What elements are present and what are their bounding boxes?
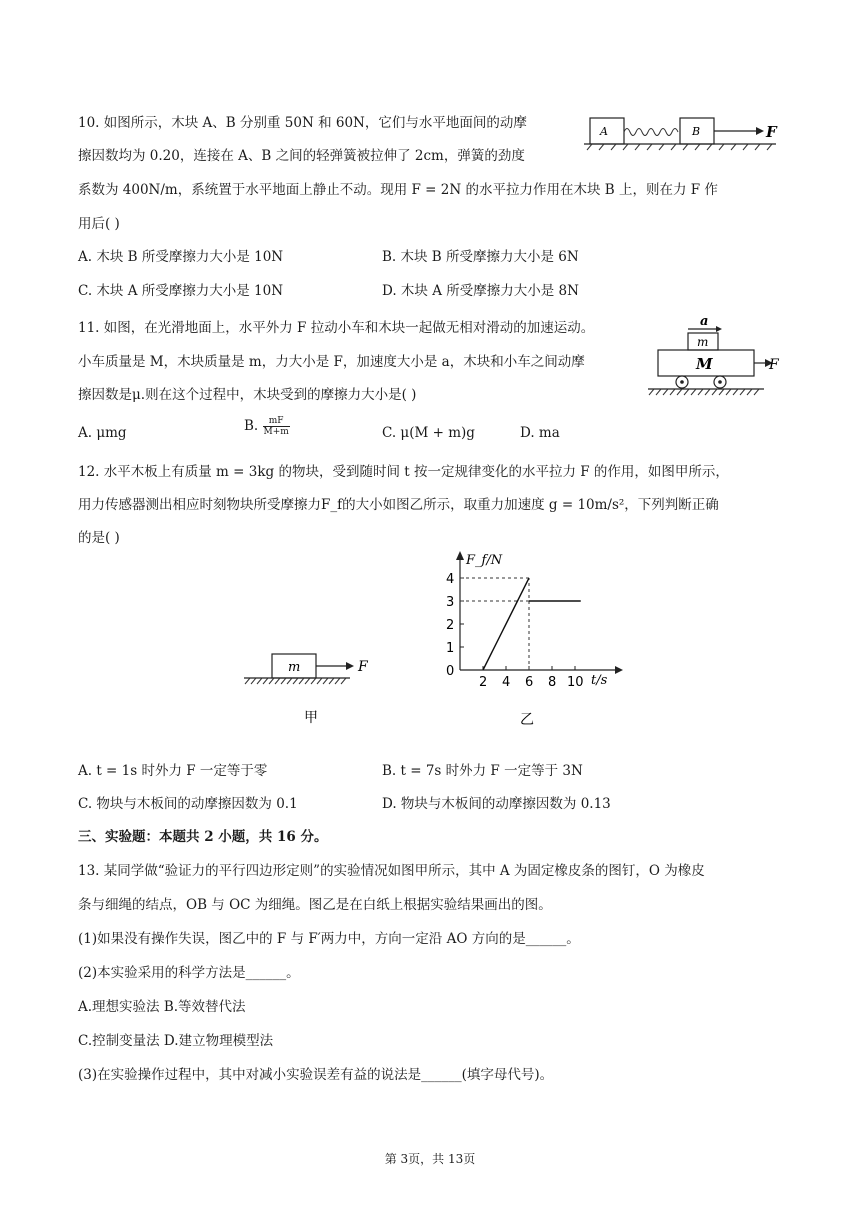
hatch-mark: [707, 144, 712, 150]
q10-line2: 擦因数均为 0.20，连接在 A、B 之间的轻弹簧被拉伸了 2cm，弹簧的劲度: [78, 148, 525, 164]
hatch-mark: [733, 389, 738, 395]
q11-option-d: D. ma: [520, 425, 560, 441]
q12-line3: 的是( ): [78, 530, 120, 546]
x-tick-label: 8: [548, 675, 557, 690]
fraction-denominator: M+m: [263, 427, 289, 437]
hatch-mark: [287, 678, 292, 684]
q11-option-b-fraction: [263, 416, 290, 437]
figure-yi-caption: 乙: [520, 712, 534, 728]
x-tick-label: 2: [479, 675, 488, 690]
q11-line1: 11. 如图，在光滑地面上，水平外力 F 拉动小车和木块一起做无相对滑动的加速运动。: [78, 320, 595, 336]
figure-jia-caption: 甲: [304, 710, 318, 726]
hatch-mark: [683, 144, 688, 150]
hatch-mark: [587, 144, 592, 150]
q12-option-b: B. t = 7s 时外力 F 一定等于 3N: [382, 763, 583, 779]
y-tick-label: 0: [446, 664, 455, 679]
q10-line1: 10. 如图所示，木块 A、B 分别重 50N 和 60N，它们与水平地面间的动摩: [78, 115, 527, 131]
series-rising-segment: [483, 578, 529, 670]
q13-line4: (2)本实验采用的科学方法是______。: [78, 965, 300, 981]
q13-line1: 13. 某同学做“验证力的平行四边形定则”的实验情况如图甲所示，其中 A 为固定橡皮条的图钉，O 为橡皮: [78, 863, 705, 879]
y-tick-label: 2: [446, 618, 455, 633]
board-hatching: [245, 678, 346, 684]
hatch-mark: [311, 678, 316, 684]
q13-line7: (3)在实验操作过程中，其中对减小实验误差有益的说法是______(填字母代号)。: [78, 1067, 554, 1083]
hatch-mark: [747, 389, 752, 395]
cart-ground-hatching: [649, 389, 759, 395]
q12-line1: 12. 水平木板上有质量 m = 3kg 的物块，受到随时间 t 按一定规律变化的水平拉力 F 的作用，如图甲所示，: [78, 464, 729, 480]
pull-force-label: F: [769, 357, 779, 373]
hatch-mark: [691, 389, 696, 395]
q11-option-c: C. μ(M + m)g: [382, 425, 475, 441]
hatch-mark: [611, 144, 616, 150]
hatch-mark: [299, 678, 304, 684]
hatch-mark: [663, 389, 668, 395]
cart-label: M: [696, 355, 713, 373]
hatch-mark: [305, 678, 310, 684]
x-tick-label: 6: [525, 675, 534, 690]
hatch-mark: [269, 678, 274, 684]
hatch-mark: [275, 678, 280, 684]
x-tick-label: 10: [567, 675, 584, 690]
pull-force-label: F: [358, 659, 368, 675]
y-tick-label: 4: [446, 572, 455, 587]
q13-line5: A.理想实验法 B.等效替代法: [78, 999, 246, 1015]
block-a-label: A: [600, 125, 608, 138]
force-arrowhead: [756, 127, 764, 135]
q12-figure-yi-chart: [440, 546, 630, 728]
spring: [624, 129, 678, 136]
hatch-mark: [647, 144, 652, 150]
q11-line2: 小车质量是 M，木块质量是 m，力大小是 F，加速度大小是 a，木块和小车之间动摩: [78, 354, 585, 370]
block-b-label: B: [692, 125, 701, 138]
hatch-mark: [329, 678, 334, 684]
q11-option-a: A. μmg: [78, 425, 127, 441]
q13-line2: 条与细绳的结点，OB 与 OC 为细绳。图乙是在白纸上根据实验结果画出的图。: [78, 897, 552, 913]
pull-arrowhead: [346, 662, 354, 670]
fraction-numerator: mF: [263, 416, 290, 427]
hatch-mark: [740, 389, 745, 395]
q10-line3: 系数为 400N/m，系统置于水平地面上静止不动。现用 F = 2N 的水平拉力作用在木块 B 上，则在力 F 作: [78, 182, 718, 198]
q12-option-d: D. 物块与木板间的动摩擦因数为 0.13: [382, 796, 611, 812]
q12-line2: 用力传感器测出相应时刻物块所受摩擦力F_f的大小如图乙所示，取重力加速度 g = 10m/s²，下列判断正确: [78, 497, 719, 513]
hatch-mark: [317, 678, 322, 684]
wheel-hub-right: [718, 380, 722, 384]
q10-option-a: A. 木块 B 所受摩擦力大小是 10N: [78, 249, 284, 265]
hatch-mark: [257, 678, 262, 684]
q10-figure-spring-blocks: [576, 110, 786, 160]
q10-option-d: D. 木块 A 所受摩擦力大小是 8N: [382, 283, 579, 299]
hatch-mark: [341, 678, 346, 684]
x-axis-label: t/s: [591, 673, 608, 688]
ground-hatching: [587, 144, 772, 150]
hatch-mark: [677, 389, 682, 395]
hatch-mark: [726, 389, 731, 395]
hatch-mark: [755, 144, 760, 150]
hatch-mark: [623, 144, 628, 150]
q10-option-c: C. 木块 A 所受摩擦力大小是 10N: [78, 283, 284, 299]
hatch-mark: [281, 678, 286, 684]
x-tick-label: 4: [502, 675, 511, 690]
hatch-mark: [335, 678, 340, 684]
hatch-mark: [656, 389, 661, 395]
q12-option-c: C. 物块与木板间的动摩擦因数为 0.1: [78, 796, 298, 812]
hatch-mark: [719, 389, 724, 395]
hatch-mark: [293, 678, 298, 684]
q11-line3: 擦因数是μ.则在这个过程中，木块受到的摩擦力大小是( ): [78, 387, 417, 403]
q13-line6: C.控制变量法 D.建立物理模型法: [78, 1033, 274, 1049]
hatch-mark: [767, 144, 772, 150]
y-axis-label: F_f/N: [466, 553, 503, 568]
hatch-mark: [719, 144, 724, 150]
section-heading: 三、实验题：本题共 2 小题，共 16 分。: [78, 829, 328, 845]
hatch-mark: [251, 678, 256, 684]
acceleration-arrowhead: [716, 326, 722, 332]
block-m-label: m: [288, 660, 301, 675]
q11-option-b: [244, 416, 290, 437]
y-tick-label: 1: [446, 641, 455, 656]
hatch-mark: [599, 144, 604, 150]
hatch-mark: [731, 144, 736, 150]
wheel-hub-left: [680, 380, 684, 384]
hatch-mark: [684, 389, 689, 395]
q10-option-b: B. 木块 B 所受摩擦力大小是 6N: [382, 249, 579, 265]
hatch-mark: [695, 144, 700, 150]
q12-option-a: A. t = 1s 时外力 F 一定等于零: [78, 763, 268, 779]
hatch-mark: [245, 678, 250, 684]
hatch-mark: [649, 389, 654, 395]
q12-figure-jia: [238, 646, 378, 726]
hatch-mark: [705, 389, 710, 395]
y-tick-label: 3: [446, 595, 455, 610]
x-axis-arrowhead: [615, 666, 623, 674]
q10-line4: 用后( ): [78, 216, 120, 232]
hatch-mark: [712, 389, 717, 395]
q11-option-b-prefix: B.: [244, 418, 259, 434]
force-label: F: [766, 123, 777, 141]
q11-figure-cart: [644, 312, 784, 398]
q13-line3: (1)如果没有操作失误，图乙中的 F 与 F′两力中，方向一定沿 AO 方向的是______。: [78, 931, 580, 947]
page-footer: 第 3页，共 13页: [384, 1152, 476, 1166]
hatch-mark: [754, 389, 759, 395]
hatch-mark: [323, 678, 328, 684]
hatch-mark: [263, 678, 268, 684]
hatch-mark: [659, 144, 664, 150]
hatch-mark: [743, 144, 748, 150]
hatch-mark: [671, 144, 676, 150]
hatch-mark: [635, 144, 640, 150]
hatch-mark: [698, 389, 703, 395]
hatch-mark: [670, 389, 675, 395]
acceleration-label: a: [700, 314, 709, 329]
y-axis-arrowhead: [456, 551, 464, 560]
small-block-label: m: [697, 335, 709, 349]
